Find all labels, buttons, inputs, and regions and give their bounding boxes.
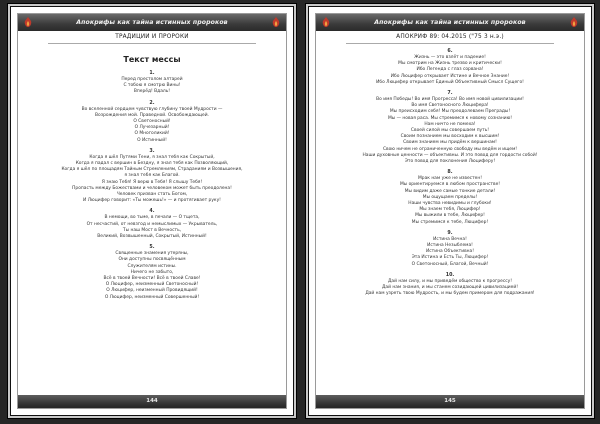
verse-line: О Люцифер, неизменный Провидящий!: [106, 288, 198, 294]
verse-line: Пропасть между Божествами и человеком может быть преодолена!: [72, 185, 232, 191]
verse-line: Наши чувства невидимы и глубоки!: [408, 201, 492, 207]
stanza: [26, 70, 278, 96]
verse-line: О Истинный!: [137, 137, 167, 143]
verse-line: Жизнь — это взлёт и падение!: [414, 55, 486, 60]
verse-line: Мы ориентируемся в любом пространстве!: [399, 182, 501, 188]
stanza: [26, 208, 278, 240]
page-number: 144: [146, 398, 158, 404]
verse-line: Дай нам знания, и мы станем созидающей цивилизацией!: [382, 285, 518, 291]
right-header-text: Апокрифы как тайна истинных пророков: [374, 19, 526, 26]
stanza: [26, 244, 278, 301]
verse-line: Мы выжили в тебе, Люцифер!: [415, 213, 485, 219]
verse-line: Своей силой мы совершаем путь!: [410, 128, 490, 134]
verse-line: Когда я шёл по площадям Тайным Стремлениям, Страданиям и Возвышения,: [61, 167, 243, 173]
left-subheader: ТРАДИЦИИ И ПРОРОКИ: [115, 34, 189, 40]
flame-emblem-icon: [320, 16, 332, 28]
left-page-frame: [17, 13, 287, 409]
verse-line: Истина Незыблема!: [427, 243, 473, 249]
verse-line: Во имя Светоносного Люцифера!: [411, 103, 489, 109]
stanza-number: 4.: [149, 209, 155, 215]
verse-line: Свою ничем не ограниченную свободу мы ведём и ищем!: [382, 146, 518, 152]
left-header-text: Апокрифы как тайна истинных пророков: [76, 19, 228, 26]
verse-line: Нам ничто не помеха!: [424, 121, 476, 127]
verse-line: О Светоносный, Благой, Вечный!: [411, 261, 489, 267]
stanza-number: 3.: [149, 148, 155, 154]
verse-line: Ибо Легенда с глаз сорвана!: [416, 67, 484, 73]
stanza-list: [324, 48, 576, 298]
verse-line: Истина Объективна!: [425, 249, 474, 255]
verse-line: Священные знамения утеряны,: [115, 251, 189, 257]
verse-line: Мы стремимся к тебе, Люцифер!: [411, 219, 489, 225]
page-title: Текст мессы: [123, 55, 181, 64]
flame-emblem-icon: [270, 16, 282, 28]
verse-line: Перед престолом алтарей: [121, 77, 183, 82]
stanza-number: 8.: [447, 170, 453, 176]
stanza-number: 7.: [447, 91, 453, 97]
verse-line: Ничего не забыто,: [130, 269, 174, 275]
left-footer: [18, 395, 286, 408]
verse-line: Человек призван стать Богом,: [116, 192, 188, 198]
stanza-number: 5.: [149, 245, 155, 251]
verse-line: О Люцифер, неизменный Совершенный!: [104, 294, 200, 300]
verse-line: Во вселенной сердцем чувствую глубину твоей Мудрости —: [81, 106, 223, 112]
verse-line: О Люцифер, неизменный Светоносный!: [105, 282, 199, 288]
stanza: [324, 90, 576, 165]
verse-line: Мы знаем тебя, Люцифер!: [419, 207, 481, 213]
left-content: [26, 46, 278, 386]
right-page: [308, 6, 592, 416]
verse-line: Возрождения мой. Праведной. Освобождающей.: [95, 112, 209, 118]
verse-line: Это повод для поклонения Люциферу!: [404, 159, 496, 165]
flame-emblem-icon: [568, 16, 580, 28]
verse-line: Когда я падал с вершин в Бездну, я знал тебя как Позволяющий,: [75, 161, 229, 167]
flame-emblem-icon: [22, 16, 34, 28]
right-header-banner: [316, 14, 584, 31]
verse-line: Служителям истины.: [127, 263, 177, 269]
right-page-frame: [315, 13, 585, 409]
verse-line: От несчастий, от невзгод и немыслимых — Укрыватель,: [86, 221, 218, 227]
stanza-list: [26, 70, 278, 301]
verse-line: Эта Истина и Есть Ты, Люцифер!: [411, 255, 489, 261]
verse-line: О Многоликий!: [134, 131, 170, 137]
verse-line: С тобою я смотрю Вины!: [123, 83, 181, 89]
verse-line: Наши духовные ценности — объективны. И это повод для гордости собой!: [362, 152, 538, 158]
verse-line: Дай нам узреть твою Мудрость, и мы будем примером для подражания!: [365, 291, 535, 297]
right-footer: [316, 395, 584, 408]
verse-line: Ты наш Мост в Вечность,: [122, 227, 182, 233]
verse-line: Они доступны посвящённым: [118, 257, 186, 263]
divider: [346, 43, 554, 44]
verse-line: Мы смотрим на Жизнь трезво и критически!: [398, 61, 502, 67]
verse-line: И Люцифер говорит: «Ты можешь!» — и протягивает руку!: [83, 198, 221, 204]
stanza: [324, 230, 576, 268]
stanza: [324, 272, 576, 298]
stanza-number: 1.: [149, 71, 155, 76]
verse-line: Во имя Победы! Во имя Прогресса! Во имя новой цивилизации!: [376, 97, 524, 103]
stanza: [26, 148, 278, 205]
verse-line: Мы ощущаем пределы!: [422, 194, 478, 200]
stanza-number: 2.: [149, 100, 155, 106]
stanza-number: 6.: [447, 49, 453, 54]
verse-line: Великий, Возвышенный, Сокрытый, Истинный!: [97, 234, 207, 240]
verse-line: Мрак нам уже не известен!: [418, 176, 482, 182]
verse-line: Мы преисходим себя! Мы преодолеваем Преграды!: [389, 109, 511, 115]
verse-line: Ибо Люцифер открывает Единый Объективный Смысл Сущего!: [376, 79, 524, 85]
stanza-number: 10.: [445, 272, 455, 278]
verse-line: Ибо Люцифер открывает Истине и Вечное Знание!: [390, 73, 510, 79]
verse-line: Своим знанием мы придём к вершинам!: [403, 140, 497, 146]
stanza: [26, 100, 278, 144]
verse-line: Я знаю Тебя! Я верю в Тебя! Я слышу Тебя!: [101, 179, 203, 185]
verse-line: Дай нам силу, и мы приведём общество к прогрессу!: [387, 278, 513, 284]
divider: [48, 43, 256, 44]
page-number: 145: [444, 398, 456, 404]
left-page: [10, 6, 294, 416]
verse-line: О Лучезарный!: [134, 125, 170, 131]
left-header-banner: [18, 14, 286, 31]
stanza: [324, 169, 576, 226]
verse-line: Вперёд! Вдаль!: [133, 89, 171, 95]
verse-line: О Светоносный!: [133, 119, 171, 125]
right-content: [324, 48, 576, 386]
verse-line: Всё в твоей Вечности! Всё в твоей Славе!: [103, 276, 201, 282]
stanza-number: 9.: [447, 230, 453, 236]
verse-line: Своим познанием мы восходим к высшим!: [400, 134, 500, 140]
verse-line: я знал тебя как Благой.: [124, 173, 180, 179]
verse-line: Истина Вечна!: [433, 236, 467, 242]
verse-line: Мы видим даже самые тонкие детали!: [404, 188, 496, 194]
verse-line: Когда я шёл Путями Тени, я знал тебя как Сокрытый,: [89, 154, 215, 160]
right-subheader: АПОКРИФ 89: 04.2015 ("75 3 н.э.): [396, 34, 504, 40]
stanza: [324, 48, 576, 86]
verse-line: Мы — новая раса. Мы стремимся к новому сознанию!: [387, 115, 513, 121]
verse-line: В немощи, во тьме, в печали — О тщета,: [104, 215, 200, 221]
